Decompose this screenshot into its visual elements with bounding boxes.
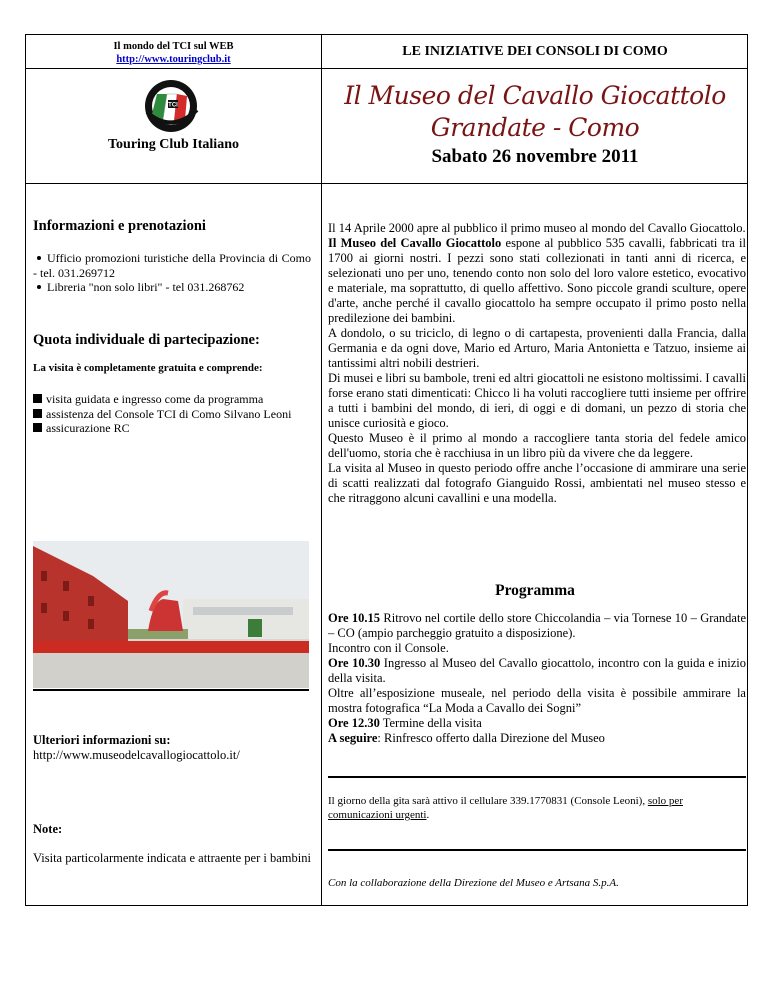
note-heading: Note:	[33, 822, 63, 836]
museum-photo	[33, 541, 309, 688]
programma-line: Incontro con il Console.	[328, 641, 449, 655]
info-item: Libreria "non solo libri" - tel 031.268762	[33, 280, 311, 295]
event-title-line1: Il Museo del Cavallo Giocattolo	[344, 81, 726, 110]
programma-line: Ore 10.15 Ritrovo nel cortile dello store Chiccolandia – via Tornese 10 – Grandate – CO (ampio parcheggio gratuito a disposizione).	[328, 611, 747, 640]
description-p2: Il Museo del Cavallo Giocattolo espone al pubblico 535 cavalli, fabbricati tra il 1700 ai giorni nostri. I pezzi sono stati collezionati in tanti anni di ricerca, e selezionati uno per uno, tenendo conto non solo del loro valore estetico, evocativo e materiale, ma soprattutto, di quello affettivo. Sono piccole grandi sculture, opere d'arte, anche perché il cavallo giocattolo ha sempre occupato il primo posto nella predilezione dei bambini.	[328, 236, 746, 325]
quota-heading: Quota individuale di partecipazione:	[33, 332, 260, 348]
tci-badge-text: TCI	[168, 102, 178, 109]
quota-section	[33, 333, 311, 436]
touring-club-link[interactable]: http://www.touringclub.it	[116, 54, 231, 65]
programma-line: Oltre all’esposizione museale, nel periodo della visita è possibile ammirare la mostra fotografica “La Moda a Cavallo dei Sogni”	[328, 686, 746, 715]
quota-item: assicurazione RC	[33, 421, 311, 436]
photo-underline	[33, 689, 309, 691]
phone-note: Il giorno della gita sarà attivo il cellulare 339.1770831 (Console Leoni), solo per comunicazioni urgenti.	[328, 795, 683, 821]
quota-item: visita guidata e ingresso come da programma	[33, 392, 311, 407]
info-section	[33, 219, 311, 295]
info-item: Ufficio promozioni turistiche della Provincia di Como - tel. 031.269712	[33, 251, 311, 280]
description-p1: Il 14 Aprile 2000 apre al pubblico il primo museo al mondo del Cavallo Giocattolo.	[328, 221, 746, 235]
quota-item: assistenza del Console TCI di Como Silvano Leoni	[33, 407, 311, 422]
event-date: Sabato 26 novembre 2011	[431, 146, 639, 167]
divider	[25, 183, 748, 184]
description-p5: Questo Museo è il primo al mondo a raccogliere tanta storia del fedele amico dell'uomo, storia che è racchiusa in un libro più da vivere che da leggere.	[328, 431, 746, 460]
square-bullet-icon	[33, 409, 42, 418]
tci-logo	[137, 78, 209, 134]
note-text: Visita particolarmente indicata e attraente per i bambini	[33, 851, 311, 865]
programma-heading: Programma	[495, 582, 575, 599]
bullet-icon	[37, 256, 41, 260]
divider	[328, 776, 746, 778]
header-small	[26, 40, 321, 66]
bullet-icon	[37, 285, 41, 289]
credits: Con la collaborazione della Direzione del Museo e Artsana S.p.A.	[328, 877, 619, 889]
description	[328, 221, 746, 506]
info-heading: Informazioni e prenotazioni	[33, 218, 206, 234]
square-bullet-icon	[33, 394, 42, 403]
note-section	[33, 822, 311, 866]
further-info-heading: Ulteriori informazioni su:	[33, 733, 171, 747]
header-right-title: LE INIZIATIVE DEI CONSOLI DI COMO	[402, 44, 668, 59]
divider	[321, 68, 748, 69]
org-name: Touring Club Italiano	[108, 137, 239, 152]
divider	[328, 849, 746, 851]
square-bullet-icon	[33, 423, 42, 432]
event-title	[322, 80, 748, 144]
further-info	[33, 733, 311, 763]
description-p4: Di musei e libri su bambole, treni ed altri giocattoli ne esistono moltissimi. I cavalli forse erano stati dimenticati: Chicco li ha voluti raccogliere tutti insieme per offrire a tutti i bambini del mondo, di ieri, di oggi e di domani, un pezzo di storia che unisce curiosità e gioco.	[328, 371, 746, 430]
description-p6: La visita al Museo in questo periodo offre anche l’occasione di ammirare una serie di scatti realizzati dal fotografo Gianguido Rossi, ambientati nel museo stesso e che ritraggono alcuni cavallini e una modella.	[328, 461, 746, 505]
programma	[328, 611, 746, 746]
programma-line: A seguire: Rinfresco offerto dalla Direzione del Museo	[328, 731, 605, 745]
description-p3: A dondolo, o su triciclo, di legno o di cartapesta, provenienti dalla Francia, dalla Germania e da ogni dove, Mario ed Arturo, Maria Antonietta e Tatzuo, insieme ai tantissimi altri nobili destrieri.	[328, 326, 746, 370]
programma-line: Ore 10.30 Ingresso al Museo del Cavallo giocattolo, incontro con la guida e inizio della visita.	[328, 656, 746, 685]
programma-line: Ore 12.30 Termine della visita	[328, 716, 482, 730]
quota-subheading: La visita è completamente gratuita e comprende:	[33, 362, 263, 374]
header-small-title: Il mondo del TCI sul WEB	[113, 41, 234, 52]
museum-url[interactable]: http://www.museodelcavallogiocattolo.it/	[33, 748, 240, 762]
divider	[25, 68, 322, 69]
event-title-line2: Grandate - Como	[430, 113, 640, 142]
